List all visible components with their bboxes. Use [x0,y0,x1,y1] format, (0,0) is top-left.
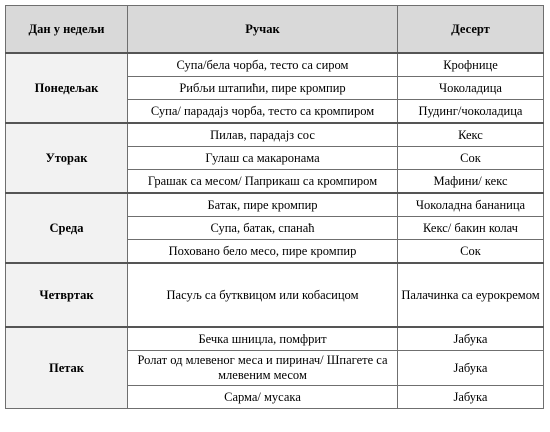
day-cell-monday: Понедељак [6,53,128,123]
dessert-cell: Крофнице [398,53,544,77]
lunch-cell: Сарма/ мусака [128,386,398,409]
lunch-column-header: Ручак [128,6,398,54]
dessert-cell: Пудинг/чоколадица [398,100,544,124]
lunch-cell: Рибљи штапићи, пире кромпир [128,77,398,100]
dessert-column-header: Десерт [398,6,544,54]
day-cell-friday: Петак [6,327,128,409]
lunch-cell: Супа/ парадајз чорба, тесто са кромпиром [128,100,398,124]
day-cell-wednesday: Среда [6,193,128,263]
lunch-cell: Ролат од млевеног меса и пиринач/ Шпагете са млевеним месом [128,351,398,386]
table-row [6,193,544,217]
lunch-cell: Пилав, парадајз сос [128,123,398,147]
lunch-cell: Батак, пире кромпир [128,193,398,217]
lunch-cell: Супа/бела чорба, тесто са сиром [128,53,398,77]
dessert-cell: Сок [398,240,544,264]
table-row [6,263,544,327]
lunch-cell: Пасуљ са бутквицом или кобасицом [128,263,398,327]
lunch-cell: Бечка шницла, помфрит [128,327,398,351]
header-row [6,6,544,54]
dessert-cell: Чоколадица [398,77,544,100]
table-row [6,53,544,77]
table-row [6,123,544,147]
dessert-cell: Мафини/ кекс [398,170,544,194]
dessert-cell: Сок [398,147,544,170]
lunch-cell: Поховано бело месо, пире кромпир [128,240,398,264]
dessert-cell: Чоколадна бананица [398,193,544,217]
dessert-cell: Кекс/ бакин колач [398,217,544,240]
day-cell-thursday: Четвртак [6,263,128,327]
weekly-menu-table [5,5,544,409]
day-cell-tuesday: Уторак [6,123,128,193]
lunch-cell: Гулаш са макаронама [128,147,398,170]
dessert-cell: Јабука [398,327,544,351]
dessert-cell: Јабука [398,351,544,386]
lunch-cell: Грашак са месом/ Паприкаш са кромпиром [128,170,398,194]
lunch-cell: Супа, батак, спанаћ [128,217,398,240]
dessert-cell: Јабука [398,386,544,409]
table-row [6,327,544,351]
dessert-cell: Палачинка са еурокремом [398,263,544,327]
dessert-cell: Кекс [398,123,544,147]
day-column-header: Дан у недељи [6,6,128,54]
